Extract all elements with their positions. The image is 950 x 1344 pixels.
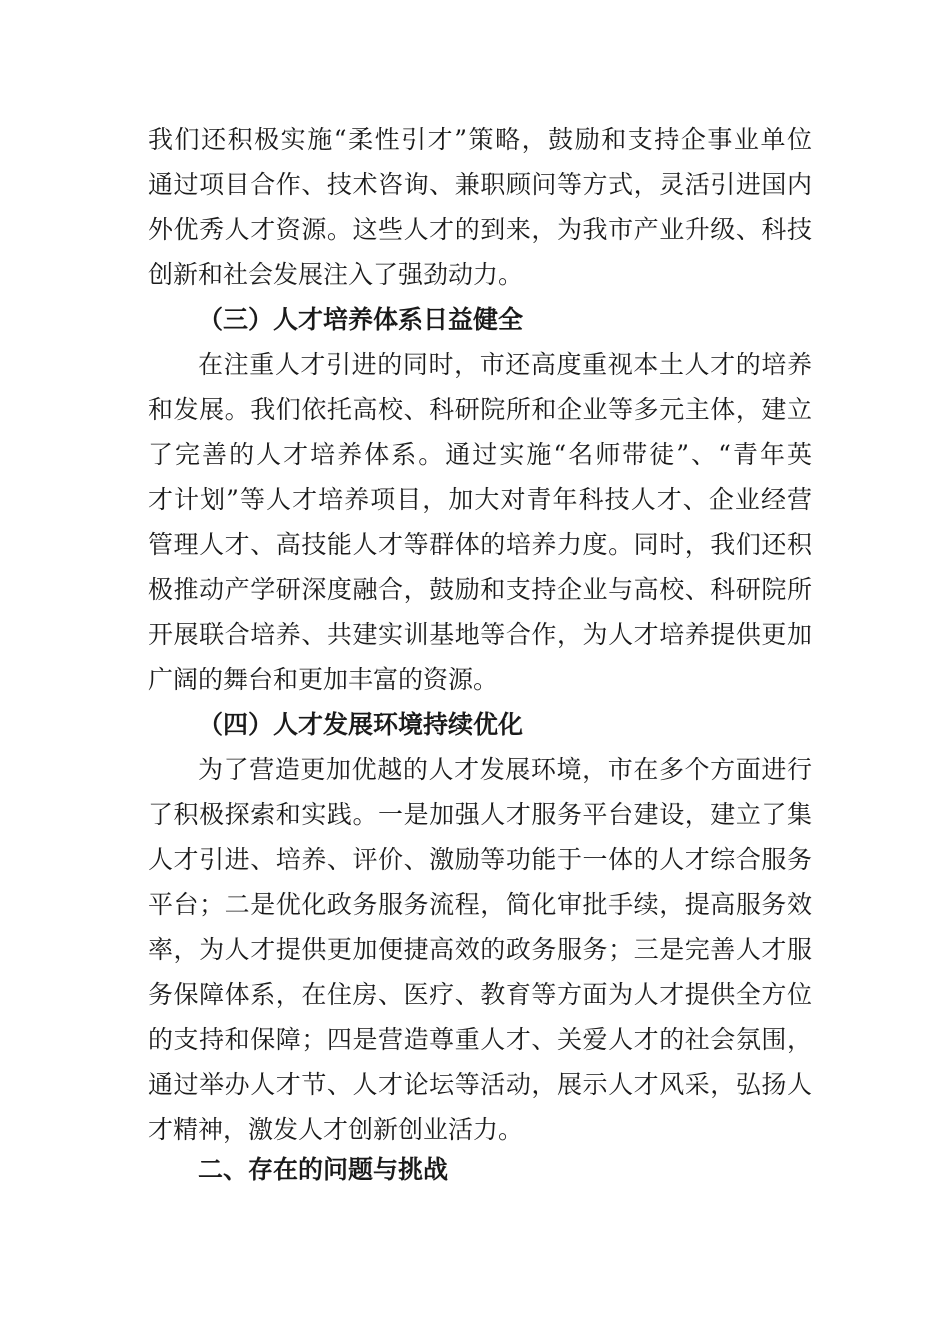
text-line: 了完善的人才培养体系。通过实施“名师带徒”、“青年英 [148, 440, 812, 469]
text-line: 在注重人才引进的同时，市还高度重视本土人才的培养 [198, 350, 812, 379]
text-line: 务保障体系，在住房、医疗、教育等方面为人才提供全方位 [148, 980, 812, 1009]
text-line: 管理人才、高技能人才等群体的培养力度。同时，我们还积 [148, 530, 812, 559]
text-line: 和发展。我们依托高校、科研院所和企业等多元主体，建立 [148, 395, 812, 424]
subheading-talent-training: （三）人才培养体系日益健全 [198, 305, 524, 334]
text-line: 通过举办人才节、人才论坛等活动，展示人才风采，弘扬人 [148, 1070, 812, 1099]
text-line: 才精神，激发人才创新创业活力。 [148, 1115, 524, 1144]
text-line: 平台；二是优化政务服务流程，简化审批手续，提高服务效 [148, 890, 812, 919]
text-line: 的支持和保障；四是营造尊重人才、关爱人才的社会氛围， [148, 1025, 812, 1054]
text-line: 率，为人才提供更加便捷高效的政务服务；三是完善人才服 [148, 935, 812, 964]
subheading-talent-environment: （四）人才发展环境持续优化 [198, 710, 524, 739]
text-line: 广阔的舞台和更加丰富的资源。 [148, 665, 499, 694]
text-line: 创新和社会发展注入了强劲动力。 [148, 260, 524, 289]
text-line: 人才引进、培养、评价、激励等功能于一体的人才综合服务 [148, 845, 812, 874]
text-line: 极推动产学研深度融合，鼓励和支持企业与高校、科研院所 [148, 575, 812, 604]
text-line: 开展联合培养、共建实训基地等合作，为人才培养提供更加 [148, 620, 812, 649]
text-line: 我们还积极实施“柔性引才”策略，鼓励和支持企事业单位 [148, 125, 812, 154]
text-line: 为了营造更加优越的人才发展环境，市在多个方面进行 [198, 755, 812, 784]
text-line: 才计划”等人才培养项目，加大对青年科技人才、企业经营 [148, 485, 812, 514]
text-line: 通过项目合作、技术咨询、兼职顾问等方式，灵活引进国内 [148, 170, 812, 199]
text-line: 外优秀人才资源。这些人才的到来，为我市产业升级、科技 [148, 215, 812, 244]
text-line: 了积极探索和实践。一是加强人才服务平台建设，建立了集 [148, 800, 812, 829]
section-heading-problems: 二、存在的问题与挑战 [198, 1155, 449, 1184]
